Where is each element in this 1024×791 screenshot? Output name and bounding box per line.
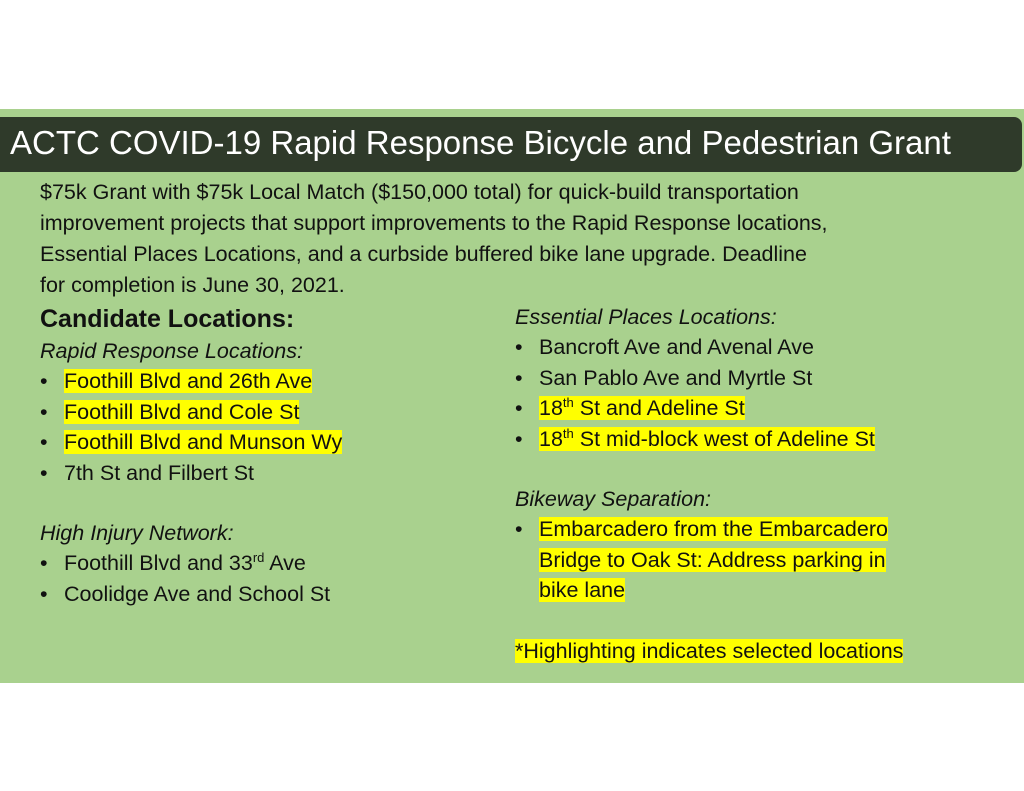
intro-line: improvement projects that support improvements to the Rapid Response locations,	[40, 211, 828, 235]
list-item	[515, 363, 1015, 394]
bullet: •	[40, 369, 48, 393]
highlight-note: *Highlighting indicates selected locations	[515, 638, 904, 663]
bullet: •	[40, 551, 48, 575]
intro-line: Essential Places Locations, and a curbside buffered bike lane upgrade. Deadline	[40, 242, 807, 266]
high-injury-network-heading: High Injury Network:	[40, 521, 234, 545]
right-column	[515, 302, 1015, 666]
rapid-response-list	[40, 366, 500, 488]
location-highlighted: Embarcadero from the Embarcadero Bridge to Oak St: Address parking in bike lane	[539, 517, 888, 602]
bullet: •	[515, 517, 523, 541]
list-item	[40, 458, 500, 489]
left-column	[40, 302, 500, 609]
bullet: •	[40, 460, 48, 485]
list-item	[40, 427, 500, 458]
location-highlighted: Foothill Blvd and 26th Ave	[64, 369, 313, 393]
location-highlighted: 18th St and Adeline St	[539, 395, 745, 420]
list-item	[515, 393, 1015, 424]
bullet: •	[515, 335, 523, 359]
bullet: •	[515, 365, 523, 390]
location: Bancroft Ave and Avenal Ave	[539, 335, 814, 359]
bullet: •	[40, 430, 48, 454]
location-highlighted: Foothill Blvd and Cole St	[64, 399, 300, 424]
list-item	[515, 514, 1015, 606]
bikeway-separation-list	[515, 514, 1015, 606]
candidate-locations-heading: Candidate Locations:	[40, 305, 295, 333]
location: Coolidge Ave and School St	[64, 581, 331, 606]
location: San Pablo Ave and Myrtle St	[539, 365, 813, 390]
list-item	[40, 366, 500, 397]
high-injury-network-list	[40, 548, 500, 609]
slide-title: ACTC COVID-19 Rapid Response Bicycle and Pedestrian Grant	[10, 124, 951, 161]
intro-paragraph	[40, 177, 1000, 301]
rapid-response-heading: Rapid Response Locations:	[40, 339, 303, 363]
location: 7th St and Filbert St	[64, 460, 255, 485]
essential-places-heading: Essential Places Locations:	[515, 305, 777, 329]
list-item	[40, 579, 500, 610]
location-highlighted: 18th St mid-block west of Adeline St	[539, 425, 875, 451]
location-highlighted: Foothill Blvd and Munson Wy	[64, 430, 343, 454]
location: Foothill Blvd and 33rd Ave	[64, 550, 306, 575]
essential-places-list	[515, 332, 1015, 454]
bullet: •	[40, 399, 48, 424]
bikeway-separation-heading: Bikeway Separation:	[515, 487, 711, 511]
bullet: •	[40, 581, 48, 606]
bullet: •	[515, 396, 523, 420]
list-item	[40, 548, 500, 579]
intro-line: for completion is June 30, 2021.	[40, 273, 345, 297]
intro-line: $75k Grant with $75k Local Match ($150,000 total) for quick-build transportation	[40, 180, 799, 204]
list-item	[40, 397, 500, 428]
bullet: •	[515, 426, 523, 451]
list-item	[515, 424, 1015, 455]
list-item	[515, 332, 1015, 363]
